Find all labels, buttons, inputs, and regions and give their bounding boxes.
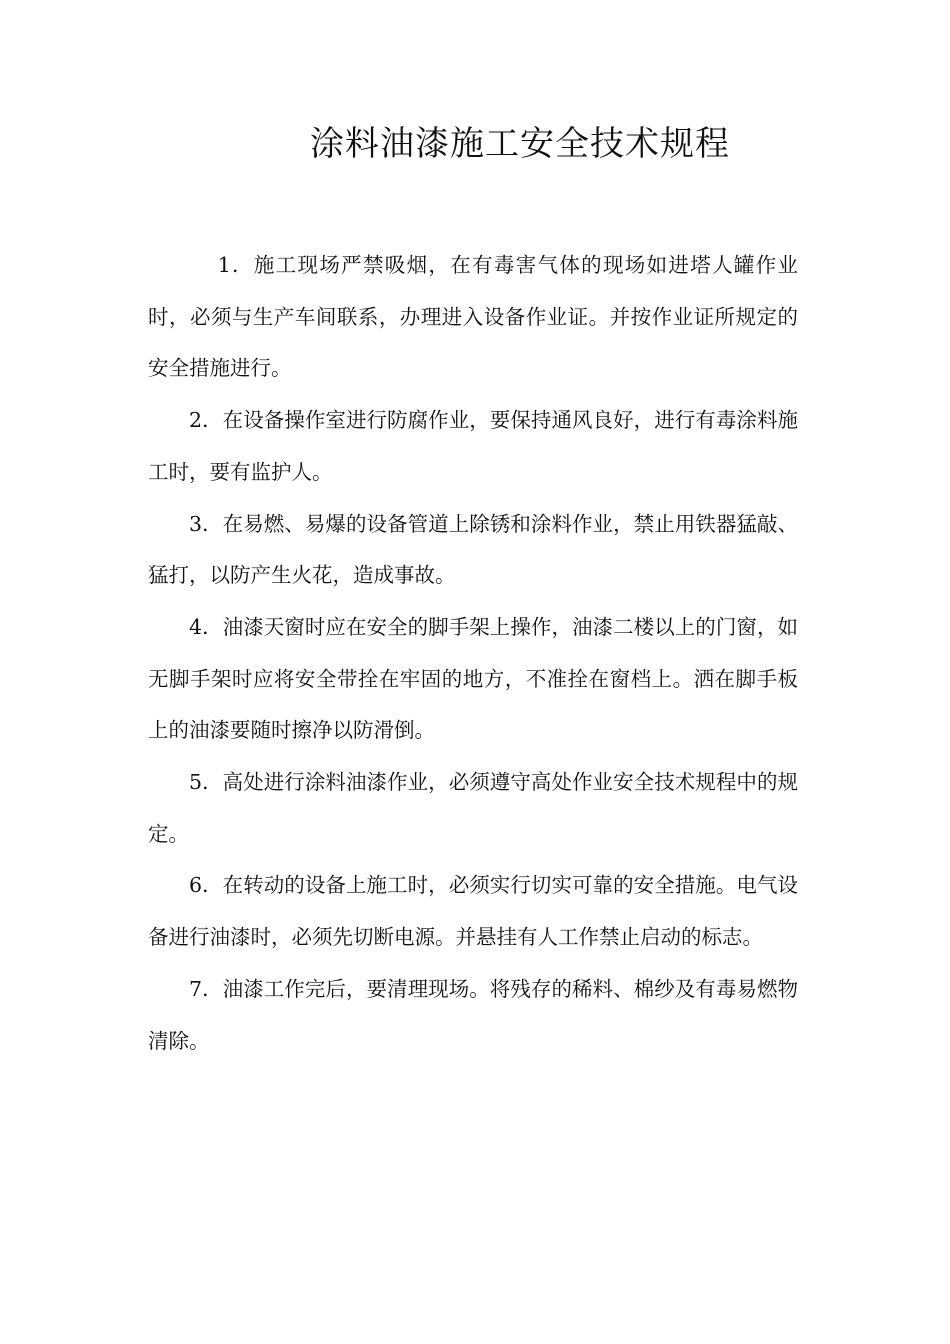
paragraph-3: 3．在易燃、易爆的设备管道上除锈和涂料作业，禁止用铁器猛敲、猛打，以防产生火花，造成事故。	[148, 511, 798, 588]
document-title: 涂料油漆施工安全技术规程	[310, 124, 730, 164]
paragraph-1: 1．施工现场严禁吸烟，在有毒害气体的现场如进塔人罐作业时，必须与生产车间联系，办理进入设备作业证。并按作业证所规定的安全措施进行。	[148, 253, 798, 381]
paragraph-5: 5．高处进行涂料油漆作业，必须遵守高处作业安全技术规程中的规定。	[148, 770, 798, 846]
paragraph-2: 2．在设备操作室进行防腐作业，要保持通风良好，进行有毒涂料施工时，要有监护人。	[148, 408, 798, 484]
paragraph-6: 6．在转动的设备上施工时，必须实行切实可靠的安全措施。电气设备进行油漆时，必须先切断电源。并悬挂有人工作禁止启动的标志。	[148, 873, 798, 950]
document-body	[148, 240, 798, 1067]
paragraph-4: 4．油漆天窗时应在安全的脚手架上操作，油漆二楼以上的门窗，如无脚手架时应将安全带拴在牢固的地方，不准拴在窗档上。洒在脚手板上的油漆要随时擦净以防滑倒。	[148, 614, 798, 743]
paragraph-7: 7．油漆工作完后，要清理现场。将残存的稀料、棉纱及有毒易燃物清除。	[148, 976, 798, 1053]
